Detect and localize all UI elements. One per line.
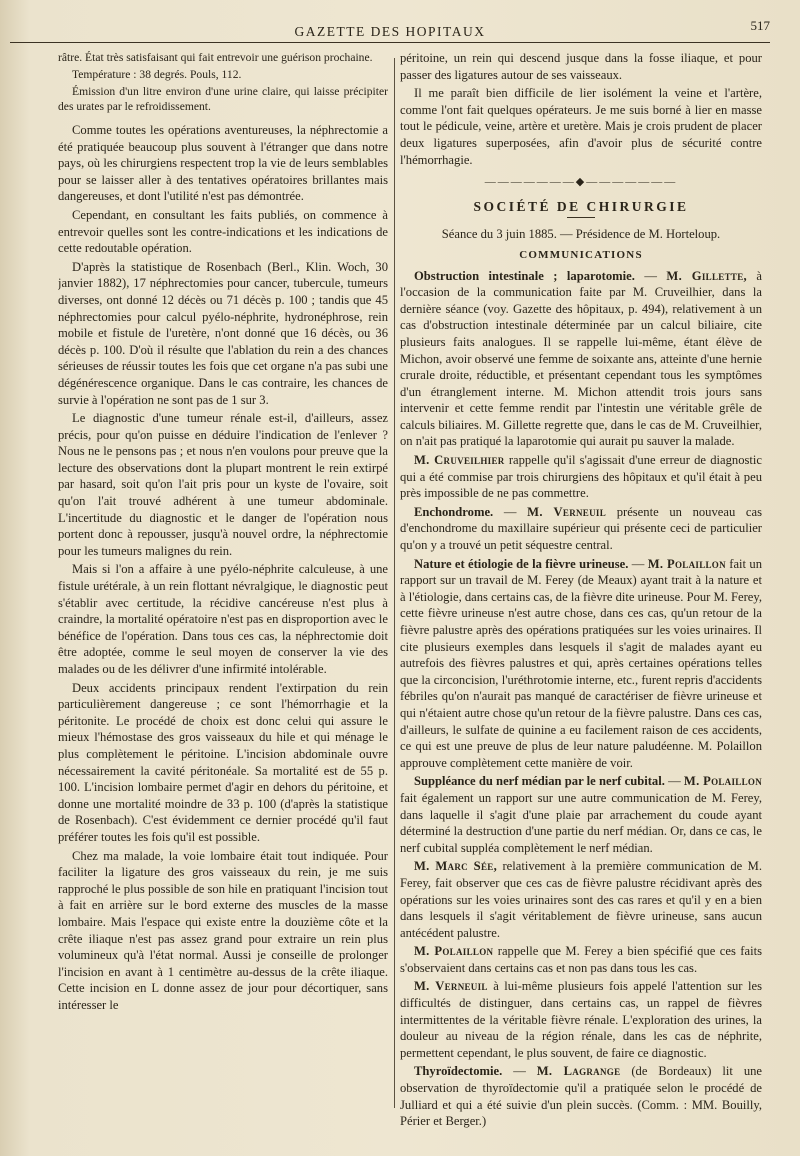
paragraph: Émission d'un litre environ d'une urine claire, qui laisse précipiter des urates par le refroidissement.: [58, 85, 388, 113]
paragraph: râtre. État très satisfaisant qui fait entrevoir une guérison prochaine.: [58, 51, 373, 64]
speaker-name: M. Polaillon: [683, 774, 762, 789]
communication-entry: Thyroïdectomie. — M. Lagrange (de Bordeaux) lit une observation de thyroïdectomie qu'il a pratiquée selon le procédé de Julliard et qui a été suivie d'un plein succès. (Comm. : MM. Bouilly, Périer et Berger.): [400, 1064, 762, 1129]
entry-heading: Nature et étiologie de la fièvre urineuse.: [414, 556, 629, 571]
entry-text: fait également un rapport sur une autre communication de M. Ferey, dans laquelle il s'agit d'une plaie par arrachement du coude ayant déterminé la destruction d'une partie du nerf médian. Or, dans ce cas, le nerf cubital suppléa complètement le nerf médian.: [400, 790, 762, 855]
speaker-name: M. Polaillon: [647, 556, 726, 571]
paragraph: péritoine, un rein qui descend jusque dans la fosse iliaque, et pour passer des ligatures autour de ses vaisseaux.: [400, 51, 762, 82]
session-line: Séance du 3 juin 1885. — Présidence de M. Horteloup.: [441, 227, 721, 242]
paragraph: Comme toutes les opérations aventureuses, la néphrectomie a été pratiquée beaucoup plus souvent à l'étranger que dans notre pays, où les chirurgiens respectent trop la vie de leurs semblables pour se laisser aller à des tentatives opératoires brillantes mais dangereuses, et dont l'utilité n'est pas démontrée.: [58, 123, 388, 204]
title-rule: [567, 217, 595, 218]
section-title: SOCIÉTÉ DE CHIRURGIE: [473, 198, 689, 214]
entry-text: rappelle qu'il s'agissait d'une erreur de diagnostic qui a été commise par trois chirurgiens des hôpitaux et qu'il était à peu près impossible de ne pas commettre.: [400, 453, 762, 501]
entry-heading: Thyroïdectomie.: [414, 1064, 503, 1079]
paragraph: Température : 38 degrés. Pouls, 112.: [72, 68, 242, 81]
page-number: 517: [750, 18, 770, 33]
paragraph: Cependant, en consultant les faits publiés, on commence à entrevoir quelles sont les contre-indications et les indications de cette redoutable opération.: [58, 207, 388, 256]
subheading: COMMUNICATIONS: [519, 248, 643, 261]
speaker-name: M. Verneuil: [527, 504, 607, 519]
entry-text: fait un rapport sur un travail de M. Ferey (de Meaux) ayant trait à la nature et à l'étiologie, dans certains cas, de la fièvre dite urineuse. Pour M. Ferey, cette fièvre urineuse n'est autre chose, dans ces cas, qu'un retour de la fièvre palustre après des opérations pratiquées sur les voies urinaires. Il cite plusieurs exemples dans lesquels il s'agit de malades ayant eu autrefois des fièvres palustres et qui, après certaines opérations telles que la circoncision, l'uréthrotomie interne, etc., furent repris d'accidents fébriles qu'on n'aurait pas manqué de caractériser de fièvre urineuse et qui n'étaient autre chose qu'un retour de la fièvre palustre. Dans ces cas, d'ailleurs, le sulfate de quinine a eu facilement raison de ces accidents, ce qui est une preuve de plus de leur nature paludéenne. M. Polaillon approuve complètement cette manière de voir.: [400, 556, 762, 770]
speaker-name: M. Polaillon: [414, 944, 494, 959]
entry-text: présente un nouveau cas d'enchondrome du maxillaire supérieur qui présente ceci de particulier qu'on y a trouvé un petit séquestre central.: [400, 504, 762, 553]
communication-entry: [400, 978, 762, 1061]
speaker-name: M. Gillette,: [666, 268, 747, 283]
paragraph: Chez ma malade, la voie lombaire était tout indiquée. Pour faciliter la ligature des gros vaisseaux du rein, je me suis rapproché le plus possible de son hile en pratiquant l'incision tout à fait en arrière sur le bord externe des muscles de la masse lombaire. Mais l'espace qui existe entre la douzième côte et la crête iliaque n'est pas assez grand pour extraire un rein plus volumineux qu'à l'état normal. Aussi je conseille de prolonger l'incision en avant à 1 centimètre au-dessus de la crête iliaque. Cette incision en L donne assez de jour pour décortiquer, sans intéresser le: [58, 848, 388, 1012]
communication-entry: Suppléance du nerf médian par le nerf cubital. — M. Polaillon fait également un rapport sur une autre communication de M. Ferey, dans laquelle il s'agit d'une plaie par arrachement du coude ayant déterminé la destruction d'une partie du nerf médian. Or, dans ce cas, le nerf cubital suppléa complètement le nerf médian.: [400, 774, 762, 855]
entry-text: à lui-même plusieurs fois appelé l'attention sur les difficultés de distinguer, dans certains cas, un rappel de fièvres intermittentes de la véritable fièvre rénale. L'exploration des urines, la douleur au niveau de la région rénale, dans les cas de néphrite, permettent cependant, le plus souvent, de faire ce diagnostic.: [400, 979, 762, 1060]
paragraph: D'après la statistique de Rosenbach (Berl., Klin. Woch, 30 janvier 1882), 17 néphrectomies pour cancer, tubercule, tumeurs diverses, ont donné 12 décès ou 71 décès p. 100 ; tandis que 45 néphrectomies pour calcul pyélo-néphrite, hydronéphrose, rein mobile et fistule de l'uretère, n'ont donné que 16 décès, ou 36 décès p. 100. D'où il résulte que l'ablation du rein a des chances sérieuses de réussir toutes les fois que cet organe n'a pas subi une dégénérescence organique. Dans le cas contraire, les chances de survie à l'opération ne sont pas de 1 sur 3.: [58, 259, 388, 407]
entry-heading: Obstruction intestinale ; laparotomie.: [414, 268, 635, 283]
entry-text: (de Bordeaux) lit une observation de thyroïdectomie qu'il a pratiquée selon le procédé de Julliard et qui a été suivie d'un plein succès. (Comm. : MM. Bouilly, Périer et Berger.): [400, 1064, 762, 1129]
paragraph: Il me paraît bien difficile de lier isolément la veine et l'artère, comme l'ont fait quelques opérateurs. Je me suis borné à lier en masse tout le pédicule, veine, artère et uretère. Mais je crois prudent de placer deux ligatures superposées, afin d'avoir plus de sécurité contre l'hémorrhagie.: [400, 86, 762, 167]
speaker-name: M. Verneuil: [414, 979, 488, 994]
entry-text: rappelle que M. Ferey a bien spécifié que ces faits s'observaient dans certains cas et non pas dans tous les cas.: [400, 944, 762, 975]
paragraph: Le diagnostic d'une tumeur rénale est-il, d'ailleurs, assez précis, pour qu'on puisse en déduire l'indication de l'enlever ? Nous ne le pensons pas ; et nous n'en voulons pour preuve que la lecture des observations dont la plupart montrent le rein extirpé par hasard, soit qu'on l'ait pris pour un kyste de l'ovaire, soit qu'on l'ait trouvé adhérent à une tumeur abdominale. L'incertitude du diagnostic et le danger de l'opération nous portent donc à repousser, jusqu'à nouvel ordre, la néphrectomie pour les tumeurs malignes du rein.: [58, 411, 388, 558]
communication-entry: [400, 452, 762, 502]
communication-entry: Nature et étiologie de la fièvre urineuse. — M. Polaillon fait un rapport sur un travail de M. Ferey (de Meaux) ayant trait à la nature et à l'étiologie, dans certains cas, de la fièvre dite urineuse. Pour M. Ferey, cette fièvre urineuse n'est autre chose, dans ces cas, qu'un retour de la fièvre palustre après des opérations pratiquées sur les voies urinaires. Il cite plusieurs exemples dans lesquels il s'agit de malades ayant eu autrefois des fièvres palustres et qui, après certaines opérations telles que la circoncision, l'uréthrotomie interne, etc., furent repris d'accidents fébriles qu'on n'aurait pas manqué de caractériser de fièvre urineuse et qui n'étaient autre chose qu'un retour de la fièvre palustre. Dans ces cas, d'ailleurs, le sulfate de quinine a eu facilement raison de ces accidents, ce qui est une preuve de plus de leur nature paludéenne. M. Polaillon approuve complètement cette manière de voir.: [400, 556, 762, 770]
column-divider: [394, 58, 395, 1108]
ornament-divider: ———————◆———————: [484, 176, 678, 189]
left-column: [58, 50, 388, 1150]
speaker-name: M. Lagrange: [536, 1064, 621, 1079]
paragraph: Mais si l'on a affaire à une pyélo-néphrite calculeuse, à une fistule urétérale, à un rein flottant névralgique, le diagnostic peut s'établir avec certitude, la récidive cancéreuse n'est plus à craindre, la mortalité opératoire n'est pas en disproportion avec le bénéfice de l'opération. Dans tous ces cas, la néphrectomie doit être adoptée, comme le seul moyen de conserver la vie des malades ou de les délivrer d'une infirmité intolérable.: [58, 562, 388, 676]
paragraph: Deux accidents principaux rendent l'extirpation du rein particulièrement dangereuse ; ce sont l'hémorrhagie et la péritonite. Le procédé de choix est donc celui qui assure le mieux l'hémostase des gros vaisseaux du hile et qui ménage le plus complètement le péritoine. L'incision abdominale ouvre nécessairement la cavité péritonéale. Sa mortalité est de 55 p. 100. L'incision lombaire permet d'agir en dehors du péritoine, et donne une mortalité moindre de 33 p. 100 (d'après la statistique de Rosenbach). C'est évidemment ce dernier procédé qu'il faut préférer toutes les fois qu'il est possible.: [58, 680, 388, 844]
right-column: [400, 50, 762, 1150]
entry-heading: Enchondrome.: [414, 504, 494, 519]
entry-heading: Suppléance du nerf médian par le nerf cubital.: [414, 774, 665, 789]
entry-text: relativement à la première communication de M. Ferey, fait observer que ces cas de fièvre palustre récidivant après des opérations sur les voies urinaires sont des cas rares et qu'il y en a bien dans lesquels il s'agit véritablement de fièvre urineuse, sans aucun antécédent palustre.: [400, 859, 762, 940]
communication-entry: Obstruction intestinale ; laparotomie. — M. Gillette, à l'occasion de la communication faite par M. Cruveilhier, dans la dernière séance (voy. Gazette des hôpitaux, p. 494), relativement à un cas d'obstruction intestinale déterminée par un calcul biliaire, cite plusieurs faits analogues. Il se rappelle lui-même, étant élève de Michon, avoir observé une femme de soixante ans, atteinte d'une hernie crurale droite, réductible, et présentant cependant tous les symptômes d'un étranglement interne. M. Michon attendit trois jours sans intervenir et cette femme rendit par l'intestin une véritable grêle de calculs biliaires. M. Gillette regrette que, dans le cas de M. Cruveilhier, on n'ait pas pratiqué la laparotomie qui aurait pu sauver la malade.: [400, 268, 762, 449]
page-header: [10, 18, 770, 43]
entry-text: à l'occasion de la communication faite par M. Cruveilhier, dans la dernière séance (voy. Gazette des hôpitaux, p. 494), relativement à un cas d'obstruction intestinale déterminée par un calcul biliaire, cite plusieurs faits analogues. Il se rappelle lui-même, étant élève de Michon, avoir observé une femme de soixante ans, atteinte d'une hernie crurale droite, réductible, et présentant cependant tous les symptômes d'un étranglement interne. M. Michon attendit trois jours sans intervenir et cette femme rendit par l'intestin une véritable grêle de calculs biliaires. M. Gillette regrette que, dans le cas de M. Cruveilhier, on n'ait pas pratiqué la laparotomie qui aurait pu sauver la malade.: [400, 268, 762, 449]
communication-entry: [400, 858, 762, 941]
speaker-name: M. Marc Sée,: [414, 859, 498, 874]
journal-title: GAZETTE DES HOPITAUX: [294, 24, 486, 39]
communication-entry: Enchondrome. — M. Verneuil présente un nouveau cas d'enchondrome du maxillaire supérieur qui présente ceci de particulier qu'on y a trouvé un petit séquestre central.: [400, 504, 762, 553]
communication-entry: [400, 943, 762, 976]
speaker-name: M. Cruveilhier: [414, 453, 505, 468]
